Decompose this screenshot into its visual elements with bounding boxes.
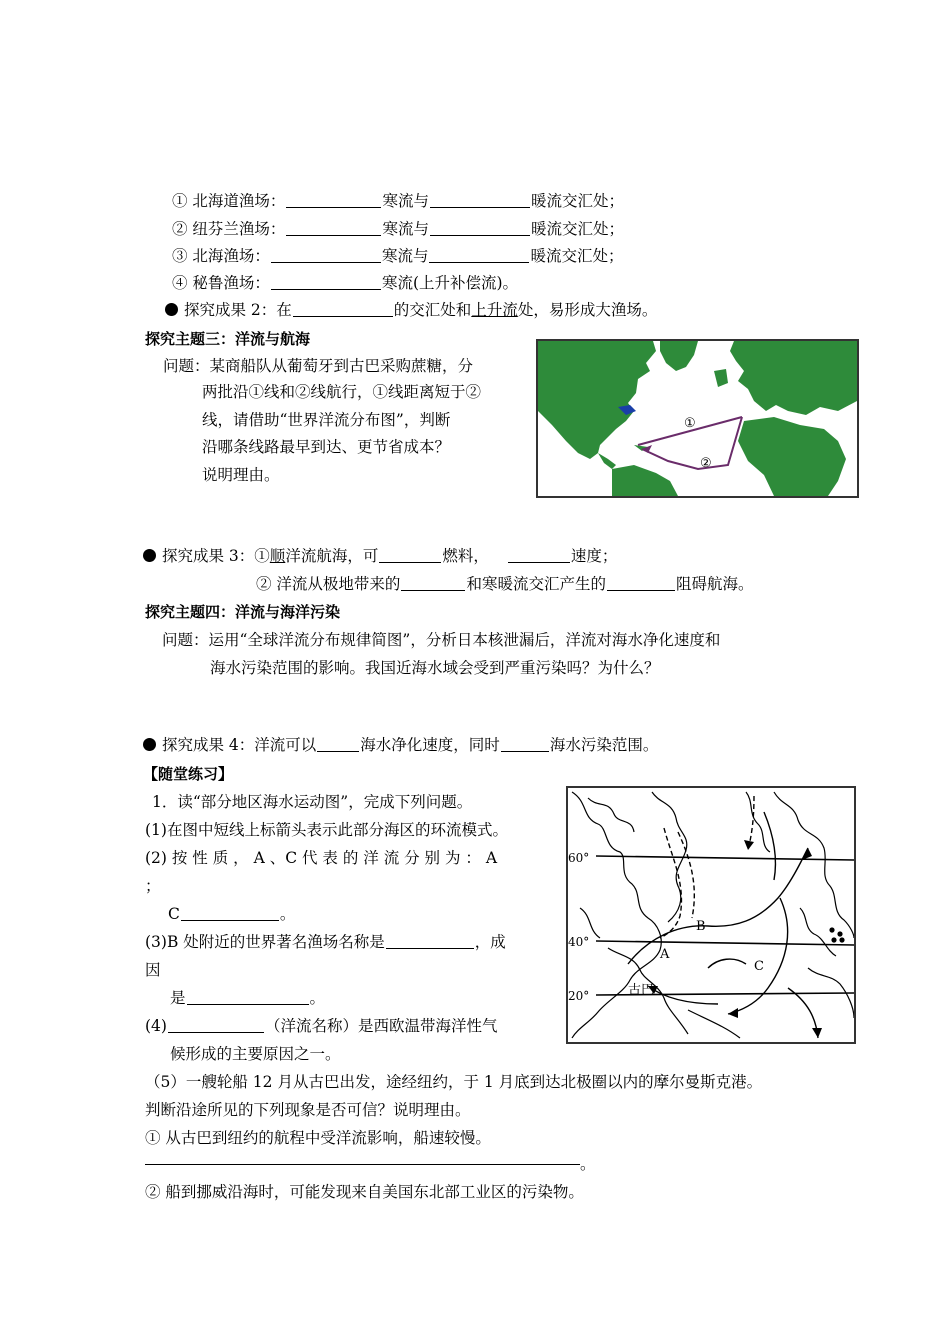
lat-40-line bbox=[596, 941, 854, 945]
blank[interactable] bbox=[508, 546, 570, 563]
text: 暖流交汇处； bbox=[530, 192, 624, 210]
text: 寒流与 bbox=[382, 220, 429, 238]
cuba-label: 古巴 bbox=[628, 983, 655, 998]
topic3-question-3: 线，请借助“世界洋流分布图”，判断 bbox=[202, 411, 451, 429]
result-2 bbox=[165, 299, 657, 321]
bullet-icon bbox=[143, 549, 156, 562]
blank[interactable] bbox=[607, 574, 675, 591]
route-arrow-icon bbox=[642, 445, 652, 453]
south-america-land bbox=[612, 465, 678, 496]
text: ② 洋流从极地带来的 bbox=[256, 575, 401, 593]
practice-q1-3b: 因 bbox=[145, 961, 161, 979]
text: (3)B 处附近的世界著名渔场名称是 bbox=[145, 933, 385, 951]
greenland-land bbox=[660, 341, 698, 371]
blank[interactable] bbox=[430, 191, 530, 208]
british-isles-land bbox=[714, 369, 728, 387]
text: ，成 bbox=[474, 933, 506, 951]
lat-20-label: 20° bbox=[568, 989, 590, 1003]
text: 洋流航海，可 bbox=[285, 547, 379, 565]
practice-q1-2c bbox=[168, 903, 295, 925]
text: 燃料， bbox=[442, 547, 489, 565]
blank[interactable] bbox=[429, 246, 529, 263]
africa-land bbox=[738, 417, 846, 496]
island-dots bbox=[829, 927, 844, 942]
topic3-question-5: 说明理由。 bbox=[202, 466, 280, 484]
text: 探究成果 3：① bbox=[162, 547, 270, 565]
practice-q1-1: (1)在图中短线上标箭头表示此部分海区的环流模式。 bbox=[145, 821, 508, 839]
result-3-line-1 bbox=[143, 545, 617, 567]
route-2-label: ② bbox=[700, 456, 712, 471]
answer-line[interactable] bbox=[145, 1164, 580, 1165]
label-b: B bbox=[696, 919, 706, 934]
practice-q1-2a: (2) 按 性 质 ， A 、C 代 表 的 洋 流 分 别 为 ： A bbox=[145, 849, 498, 867]
underlined-text: 上升流 bbox=[471, 301, 518, 319]
fishery-line-4 bbox=[172, 272, 518, 294]
fishery-label: ② 纽芬兰渔场： bbox=[172, 220, 286, 238]
coastlines bbox=[572, 792, 854, 1038]
fishery-line-2 bbox=[172, 218, 624, 240]
europe-asia-land bbox=[730, 341, 857, 415]
ocean-current-map-svg bbox=[568, 788, 854, 1042]
label-c: C bbox=[754, 959, 764, 974]
blank[interactable] bbox=[379, 546, 441, 563]
atlantic-route-map bbox=[536, 339, 859, 498]
blank[interactable] bbox=[286, 191, 381, 208]
practice-q1-2b: ； bbox=[145, 877, 161, 895]
topic3-question-2: 两批沿①线和②线航行，①线距离短于② bbox=[202, 383, 482, 401]
result-3-line-2 bbox=[256, 573, 753, 595]
blank[interactable] bbox=[187, 988, 309, 1005]
bullet-icon bbox=[143, 738, 156, 751]
text: （洋流名称）是西欧温带海洋性气 bbox=[264, 1017, 498, 1035]
practice-q1-3a bbox=[145, 931, 506, 953]
topic4-question-1: 问题：运用“全球洋流分布规律简图”，分析日本核泄漏后，洋流对海水净化速度和 bbox=[162, 631, 721, 649]
blank[interactable] bbox=[430, 219, 530, 236]
text: 暖流交汇处； bbox=[530, 247, 624, 265]
text: 海水污染范围。 bbox=[549, 736, 659, 754]
text: 。 bbox=[309, 989, 326, 1007]
fishery-line-3 bbox=[172, 245, 623, 267]
text: 阻碍航海。 bbox=[675, 575, 754, 593]
north-america-land bbox=[538, 341, 656, 459]
blank[interactable] bbox=[317, 735, 359, 752]
practice-title: 【随堂练习】 bbox=[143, 765, 234, 783]
blank[interactable] bbox=[386, 932, 474, 949]
text: 的交汇处和 bbox=[393, 301, 472, 319]
underlined-text: 顺 bbox=[269, 547, 286, 565]
text: 寒流(上升补偿流)。 bbox=[381, 274, 519, 292]
text: C bbox=[168, 905, 180, 923]
arrow-icon bbox=[812, 1028, 822, 1038]
topic4-question-2: 海水污染范围的影响。我国近海水域会受到严重污染吗？为什么？ bbox=[210, 659, 660, 677]
lat-60-line bbox=[596, 856, 854, 860]
practice-q1-5-2: ② 船到挪威沿海时，可能发现来自美国东北部工业区的污染物。 bbox=[145, 1183, 584, 1201]
text: 寒流与 bbox=[381, 247, 429, 265]
text: 探究成果 4：洋流可以 bbox=[162, 736, 317, 754]
practice-q1-5-1: ① 从古巴到纽约的航程中受洋流影响，船速较慢。 bbox=[145, 1129, 491, 1147]
text: (4) bbox=[145, 1017, 167, 1035]
text: 和寒暖流交汇产生的 bbox=[466, 575, 606, 593]
practice-q1-3c bbox=[170, 987, 325, 1009]
lat-60-label: 60° bbox=[568, 851, 590, 865]
answer-line-end: 。 bbox=[580, 1155, 596, 1173]
blank[interactable] bbox=[168, 1016, 264, 1033]
blank[interactable] bbox=[286, 219, 381, 236]
atlantic-route-map-svg bbox=[538, 341, 857, 496]
blank[interactable] bbox=[271, 246, 381, 263]
text: 海水净化速度，同时 bbox=[360, 736, 500, 754]
fishery-label: ① 北海道渔场： bbox=[172, 192, 286, 210]
result-4 bbox=[143, 734, 658, 756]
blank[interactable] bbox=[501, 735, 549, 752]
central-america-land bbox=[598, 453, 616, 469]
blank[interactable] bbox=[293, 300, 393, 317]
blank[interactable] bbox=[401, 574, 465, 591]
text: 速度； bbox=[570, 547, 618, 565]
practice-q1-4b: 候形成的主要原因之一。 bbox=[170, 1045, 341, 1063]
text: 寒流与 bbox=[382, 192, 429, 210]
practice-q1-5: （5）一艘轮船 12 月从古巴出发，途经纽约，于 1 月底到达北极圈以内的摩尔曼斯克港。 bbox=[145, 1073, 763, 1091]
text: 处，易形成大渔场。 bbox=[517, 301, 658, 319]
blank[interactable] bbox=[181, 904, 279, 921]
lat-40-label: 40° bbox=[568, 935, 590, 949]
topic3-question-1: 问题：某商船队从葡萄牙到古巴采购蔗糖，分 bbox=[163, 357, 474, 375]
route-1-label: ① bbox=[684, 416, 696, 431]
label-a: A bbox=[660, 947, 670, 962]
text: 暖流交汇处； bbox=[530, 220, 624, 238]
topic3-question-4: 沿哪条线路最早到达、更节省成本？ bbox=[202, 438, 451, 456]
practice-q1: 1．读“部分地区海水运动图”，完成下列问题。 bbox=[152, 793, 473, 811]
blank[interactable] bbox=[271, 273, 381, 290]
topic3-title: 探究主题三：洋流与航海 bbox=[145, 330, 311, 348]
fishery-label: ④ 秘鲁渔场： bbox=[172, 274, 270, 292]
topic4-title: 探究主题四：洋流与海洋污染 bbox=[145, 603, 341, 621]
ocean-currents bbox=[628, 796, 818, 1038]
practice-q1-4a bbox=[145, 1015, 497, 1037]
text: 是 bbox=[170, 989, 186, 1007]
fishery-label: ③ 北海渔场： bbox=[172, 247, 270, 265]
text: 。 bbox=[279, 905, 296, 923]
bullet-icon bbox=[165, 303, 178, 316]
fishery-line-1 bbox=[172, 190, 624, 212]
text: 探究成果 2：在 bbox=[184, 301, 292, 319]
practice-q1-5b: 判断沿途所见的下列现象是否可信？说明理由。 bbox=[145, 1101, 471, 1119]
ocean-current-map bbox=[566, 786, 856, 1044]
arrow-icon bbox=[744, 840, 754, 850]
